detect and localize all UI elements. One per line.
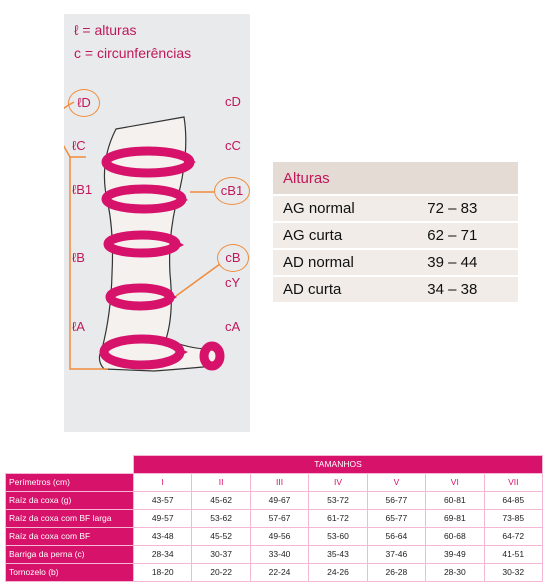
table-row [6,491,543,509]
alturas-label: AG curta [273,222,395,249]
size-cell: 22-24 [250,563,308,581]
table-row [6,563,543,581]
table-row [6,509,543,527]
size-cell: 56-77 [367,491,425,509]
alturas-row [273,195,518,222]
size-column-header: I [134,473,192,491]
size-cell: 60-68 [426,527,484,545]
cb-pointer [176,264,220,296]
row-label: Tornozelo (b) [6,563,134,581]
row-label: Raíz da coxa com BF larga [6,509,134,527]
size-cell: 35-43 [309,545,367,563]
alturas-label: AD curta [273,276,395,302]
size-cell: 43-48 [134,527,192,545]
size-column-header: III [250,473,308,491]
row-label: Raíz da coxa com BF [6,527,134,545]
size-cell: 53-62 [192,509,250,527]
size-cell: 41-51 [484,545,542,563]
row-label: Barriga da perna (c) [6,545,134,563]
level-lc: ℓC [72,138,86,153]
alturas-row [273,222,518,249]
size-cell: 57-67 [250,509,308,527]
legend-circunferencias: c = circunferências [74,45,192,61]
size-cell: 60-81 [426,491,484,509]
alturas-label: AD normal [273,249,395,276]
size-cell: 30-32 [484,563,542,581]
level-cy: cY [225,275,241,290]
level-cd: cD [225,94,241,109]
size-cell: 64-72 [484,527,542,545]
leg-illustration [64,14,250,432]
size-cell: 45-52 [192,527,250,545]
size-cell: 20-22 [192,563,250,581]
size-cell: 43-57 [134,491,192,509]
size-cell: 18-20 [134,563,192,581]
size-cell: 53-60 [309,527,367,545]
size-cell: 45-62 [192,491,250,509]
alturas-value: 62 – 71 [395,222,518,249]
size-column-header: VII [484,473,542,491]
size-column-header: V [367,473,425,491]
size-cell: 53-72 [309,491,367,509]
level-cb: cB [217,244,249,272]
sizes-group-header: TAMANHOS [134,456,543,474]
row-header: Perímetros (cm) [6,473,134,491]
legend-alturas: ℓ = alturas [74,22,137,38]
size-cell: 26-28 [367,563,425,581]
size-cell: 28-34 [134,545,192,563]
level-lb: ℓB [72,250,85,265]
size-cell: 73-85 [484,509,542,527]
size-cell: 39-49 [426,545,484,563]
size-cell: 56-64 [367,527,425,545]
alturas-table [273,162,518,302]
size-cell: 33-40 [250,545,308,563]
level-la: ℓA [72,319,85,334]
level-cb1: cB1 [214,177,250,205]
alturas-row [273,276,518,302]
alturas-title: Alturas [273,162,518,195]
size-cell: 65-77 [367,509,425,527]
alturas-row [273,249,518,276]
alturas-value: 34 – 38 [395,276,518,302]
table-row [6,527,543,545]
size-cell: 24-26 [309,563,367,581]
alturas-value: 72 – 83 [395,195,518,222]
leg-diagram-panel [64,14,250,432]
row-label: Raíz da coxa (g) [6,491,134,509]
level-lb1: ℓB1 [72,182,93,197]
table-row [6,545,543,563]
alturas-value: 39 – 44 [395,249,518,276]
size-column-header: VI [426,473,484,491]
size-cell: 64-85 [484,491,542,509]
level-ca: cA [225,319,241,334]
level-cc: cC [225,138,241,153]
size-cell: 28-30 [426,563,484,581]
table-corner [6,456,134,474]
size-cell: 49-67 [250,491,308,509]
level-ld: ℓD [68,89,100,117]
size-cell: 49-56 [250,527,308,545]
size-column-header: II [192,473,250,491]
alturas-label: AG normal [273,195,395,222]
size-cell: 61-72 [309,509,367,527]
sizes-table [5,455,543,582]
size-cell: 69-81 [426,509,484,527]
size-cell: 49-57 [134,509,192,527]
size-cell: 37-46 [367,545,425,563]
size-column-header: IV [309,473,367,491]
size-cell: 30-37 [192,545,250,563]
